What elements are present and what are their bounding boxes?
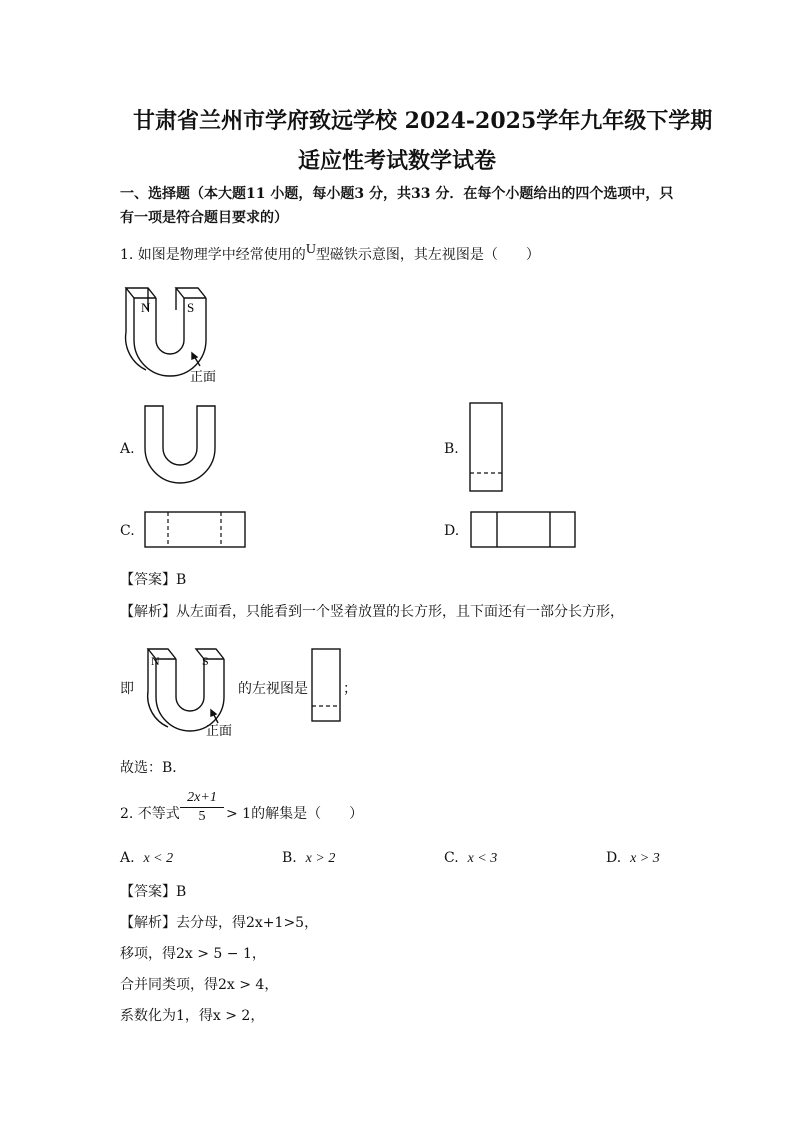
- q1-choose: 故选：B．: [120, 760, 187, 776]
- magnet2-front-label: 正面: [206, 724, 233, 739]
- section-heading: 一、选择题（本大题11 小题，每小题3 分，共33 分．在每个小题给出的四个选项中，只: [120, 186, 674, 202]
- q1-semicolon: ；: [343, 681, 357, 697]
- q1-ji: 即: [120, 681, 134, 697]
- q2-stem-a: 2. 不等式: [120, 806, 180, 822]
- q1-analysis: 【解析】从左面看，只能看到一个竖着放置的长方形，且下面还有一部分长方形，: [120, 604, 624, 620]
- q1-option-a-figure: [143, 404, 217, 484]
- q2-option-b: [282, 850, 335, 867]
- page-subtitle: 适应性考试数学试卷: [298, 148, 497, 174]
- q2-option-a: [120, 850, 173, 867]
- q2-step1: 【解析】去分母，得2x+1>5，: [120, 915, 319, 931]
- q2-option-c: [444, 850, 497, 867]
- q2-option-c-expr: x < 3: [467, 851, 498, 866]
- magnet2-n-label: N: [151, 654, 160, 668]
- q2-option-d: [606, 850, 660, 867]
- q1-option-c-label: C.: [120, 523, 135, 539]
- q2-step3: 合并同类项，得2x > 4，: [120, 977, 279, 993]
- q1-option-d-figure: [470, 511, 578, 551]
- q2-denominator: 5: [198, 809, 206, 824]
- q1-option-a-label: A.: [120, 441, 135, 457]
- section-heading-cont: 有一项是符合题目要求的）: [120, 210, 288, 226]
- magnet-n-label: N: [141, 300, 151, 315]
- q2-numerator: 2x+1: [180, 790, 224, 808]
- q2-fraction: [180, 790, 224, 825]
- q2-option-b-label: B.: [282, 850, 297, 866]
- q1-stem-u: U: [305, 242, 316, 257]
- q2-stem-b: > 1的解集是（ ）: [226, 806, 364, 822]
- q1-left-view-figure: [311, 648, 343, 724]
- q1-option-c-figure: [144, 511, 248, 551]
- q2-option-a-label: A.: [120, 850, 135, 866]
- q1-option-d-label: D.: [444, 523, 460, 539]
- q1-stem: [120, 244, 540, 264]
- page-title: 甘肃省兰州市学府致远学校 2024-2025学年九年级下学期: [133, 108, 713, 134]
- q2-option-d-label: D.: [606, 850, 622, 866]
- q2-option-c-label: C.: [444, 850, 459, 866]
- magnet-s-label: S: [187, 300, 195, 315]
- q2-step2: 移项，得2x > 5 − 1，: [120, 946, 266, 962]
- q1-stem-b: 型磁铁示意图，其左视图是（ ）: [315, 247, 540, 263]
- q2-option-a-expr: x < 2: [143, 851, 174, 866]
- q2-step4: 系数化为1，得x > 2，: [120, 1008, 265, 1024]
- q1-left-view-text: 的左视图是: [238, 681, 308, 697]
- magnet-figure-2: [136, 645, 246, 745]
- q1-option-b-label: B.: [444, 441, 459, 457]
- q1-answer: 【答案】B: [120, 572, 187, 588]
- q2-option-b-expr: x > 2: [305, 851, 336, 866]
- q2-answer: 【答案】B: [120, 884, 187, 900]
- magnet2-s-label: S: [202, 654, 209, 668]
- magnet-figure: [120, 280, 230, 390]
- q1-option-b-figure: [469, 402, 505, 494]
- q1-stem-a: 1. 如图是物理学中经常使用的: [120, 247, 306, 263]
- q2-option-d-expr: x > 3: [630, 851, 660, 866]
- magnet-front-label: 正面: [190, 370, 217, 385]
